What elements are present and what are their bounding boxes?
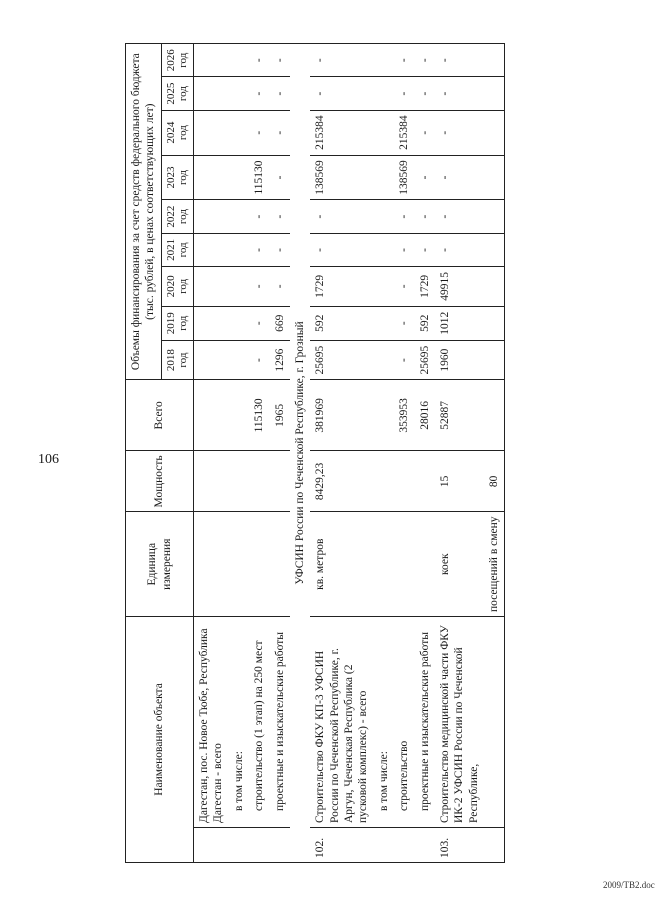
year-value-cell	[374, 340, 394, 380]
capacity-cell	[374, 451, 394, 512]
unit-cell: коек	[435, 512, 484, 617]
year-value-cell: -	[270, 110, 290, 155]
object-name: строительство (1 этап) на 250 мест	[249, 617, 269, 828]
year-value-cell: 592	[310, 306, 374, 340]
row-number	[415, 828, 435, 863]
table-body	[194, 44, 505, 863]
year-value-cell: -	[249, 44, 269, 77]
year-value-cell: -	[249, 233, 269, 266]
capacity-cell	[194, 451, 229, 512]
year-value-cell: -	[249, 110, 269, 155]
header-year: 2026 год	[161, 44, 193, 77]
header-total: Всего	[126, 380, 194, 451]
year-value-cell: 215384	[394, 110, 414, 155]
header-year: 2022 год	[161, 200, 193, 233]
object-name: в том числе:	[374, 617, 394, 828]
year-value-cell	[374, 233, 394, 266]
year-value-cell: -	[435, 77, 484, 110]
year-value-cell: -	[394, 233, 414, 266]
capacity-cell	[229, 451, 249, 512]
capacity-cell: 8429,23	[310, 451, 374, 512]
row-number	[229, 828, 249, 863]
year-value-cell: 138569	[394, 155, 414, 200]
year-value-cell	[229, 155, 249, 200]
capacity-cell: 15	[435, 451, 484, 512]
year-value-cell: -	[435, 233, 484, 266]
year-value-cell	[374, 267, 394, 307]
year-value-cell: -	[394, 77, 414, 110]
year-value-cell: 215384	[310, 110, 374, 155]
table-row	[374, 44, 394, 863]
year-value-cell	[374, 44, 394, 77]
year-value-cell: -	[310, 44, 374, 77]
capacity-cell	[249, 451, 269, 512]
unit-cell: кв. метров	[310, 512, 374, 617]
table-row	[194, 44, 229, 863]
year-value-cell: -	[270, 44, 290, 77]
capacity-cell	[415, 451, 435, 512]
year-value-cell: -	[249, 340, 269, 380]
header-year: 2018 год	[161, 340, 193, 380]
year-value-cell	[194, 110, 229, 155]
header-year: 2020 год	[161, 267, 193, 307]
year-value-cell	[229, 267, 249, 307]
year-value-cell	[194, 306, 229, 340]
unit-cell	[270, 512, 290, 617]
year-value-cell: -	[435, 44, 484, 77]
year-value-cell: -	[394, 306, 414, 340]
year-value-cell: -	[415, 155, 435, 200]
year-value-cell: 1729	[310, 267, 374, 307]
total-cell: 52887	[435, 380, 484, 451]
capacity-cell: 80	[484, 451, 505, 512]
object-name: в том числе:	[229, 617, 249, 828]
total-cell: 1965	[270, 380, 290, 451]
header-capacity: Мощность	[126, 451, 194, 512]
year-value-cell: -	[270, 77, 290, 110]
total-cell: 28016	[415, 380, 435, 451]
total-cell	[374, 380, 394, 451]
unit-cell	[249, 512, 269, 617]
section-row	[290, 44, 310, 863]
year-value-cell	[194, 44, 229, 77]
year-value-cell: -	[415, 233, 435, 266]
year-value-cell: -	[435, 200, 484, 233]
unit-cell	[374, 512, 394, 617]
year-value-cell: -	[415, 200, 435, 233]
year-value-cell	[374, 77, 394, 110]
year-value-cell: -	[415, 44, 435, 77]
year-value-cell	[194, 77, 229, 110]
table-row	[484, 44, 505, 863]
unit-cell	[415, 512, 435, 617]
row-number	[270, 828, 290, 863]
year-value-cell	[484, 110, 505, 155]
footer-filename: 2009/TB2.doc	[603, 880, 655, 890]
header-funding: Объемы финансирования за счет средств федерального бюджета (тыс. рублей, в ценах соответствующих лет)	[126, 44, 162, 380]
section-title: УФСИН России по Чеченской Республике, г. Грозный	[290, 44, 310, 863]
year-value-cell	[194, 267, 229, 307]
table-row	[435, 44, 484, 863]
year-value-cell: -	[270, 267, 290, 307]
row-number: 102.	[310, 828, 374, 863]
total-cell: 353953	[394, 380, 414, 451]
year-value-cell: -	[415, 77, 435, 110]
year-value-cell: -	[249, 77, 269, 110]
year-value-cell: -	[310, 77, 374, 110]
year-value-cell	[229, 306, 249, 340]
header-year: 2025 год	[161, 77, 193, 110]
table-row	[270, 44, 290, 863]
page-number: 106	[38, 452, 59, 467]
year-value-cell: 49915	[435, 267, 484, 307]
unit-cell	[229, 512, 249, 617]
year-value-cell: -	[270, 233, 290, 266]
header-year: 2023 год	[161, 155, 193, 200]
year-value-cell: -	[394, 340, 414, 380]
table-row	[229, 44, 249, 863]
capacity-cell	[394, 451, 414, 512]
year-value-cell	[229, 44, 249, 77]
table-row	[310, 44, 374, 863]
year-value-cell	[194, 200, 229, 233]
object-name: проектные и изыскательские работы	[270, 617, 290, 828]
year-value-cell: 592	[415, 306, 435, 340]
object-name: Строительство медицинской части ФКУ ИК-2 УФСИН России по Чеченской Республике,	[435, 617, 484, 828]
year-value-cell: 115130	[249, 155, 269, 200]
year-value-cell: -	[415, 110, 435, 155]
year-value-cell	[229, 110, 249, 155]
row-number	[194, 828, 229, 863]
object-name: Строительство ФКУ КП-3 УФСИН России по Чеченской Республике, г. Аргун, Чеченская Республика (2 пусковой комплекс) - всего	[310, 617, 374, 828]
year-value-cell: -	[270, 200, 290, 233]
header-year: 2024 год	[161, 110, 193, 155]
year-value-cell: -	[435, 155, 484, 200]
object-name: строительство	[394, 617, 414, 828]
funding-table	[125, 43, 505, 863]
row-number	[484, 828, 505, 863]
year-value-cell	[229, 77, 249, 110]
year-value-cell: -	[249, 267, 269, 307]
year-value-cell: -	[394, 267, 414, 307]
row-number: 103.	[435, 828, 484, 863]
year-value-cell	[484, 200, 505, 233]
year-value-cell	[374, 110, 394, 155]
unit-cell: посещений в смену	[484, 512, 505, 617]
year-value-cell	[484, 155, 505, 200]
total-cell	[194, 380, 229, 451]
year-value-cell	[484, 306, 505, 340]
year-value-cell	[484, 267, 505, 307]
row-number	[394, 828, 414, 863]
year-value-cell: 25695	[415, 340, 435, 380]
year-value-cell	[484, 44, 505, 77]
total-cell: 381969	[310, 380, 374, 451]
rotated-table-container	[125, 43, 615, 863]
year-value-cell	[374, 155, 394, 200]
year-value-cell	[374, 306, 394, 340]
row-number	[374, 828, 394, 863]
total-cell	[229, 380, 249, 451]
object-name	[484, 617, 505, 828]
table-row	[249, 44, 269, 863]
year-value-cell	[229, 340, 249, 380]
total-cell: 115130	[249, 380, 269, 451]
year-value-cell	[484, 340, 505, 380]
row-number	[249, 828, 269, 863]
header-unit: Единица измерения	[126, 512, 194, 617]
year-value-cell: -	[310, 233, 374, 266]
year-value-cell: -	[394, 200, 414, 233]
year-value-cell: 669	[270, 306, 290, 340]
year-value-cell	[229, 233, 249, 266]
year-value-cell: 1960	[435, 340, 484, 380]
year-value-cell: -	[249, 306, 269, 340]
year-value-cell	[194, 155, 229, 200]
year-value-cell	[229, 200, 249, 233]
total-cell	[484, 380, 505, 451]
year-value-cell: -	[435, 110, 484, 155]
header-year: 2021 год	[161, 233, 193, 266]
year-value-cell	[194, 233, 229, 266]
header-name: Наименование объекта	[126, 617, 194, 863]
unit-cell	[394, 512, 414, 617]
year-value-cell	[484, 233, 505, 266]
year-value-cell: 1012	[435, 306, 484, 340]
year-value-cell	[484, 77, 505, 110]
year-value-cell: 1296	[270, 340, 290, 380]
year-value-cell: -	[249, 200, 269, 233]
year-value-cell: -	[270, 155, 290, 200]
year-value-cell: -	[310, 200, 374, 233]
year-value-cell	[374, 200, 394, 233]
header-year: 2019 год	[161, 306, 193, 340]
year-value-cell: 25695	[310, 340, 374, 380]
year-value-cell	[194, 340, 229, 380]
year-value-cell: -	[394, 44, 414, 77]
year-value-cell: 1729	[415, 267, 435, 307]
capacity-cell	[270, 451, 290, 512]
year-value-cell: 138569	[310, 155, 374, 200]
object-name: проектные и изыскательские работы	[415, 617, 435, 828]
unit-cell	[194, 512, 229, 617]
object-name: Дагестан, пос. Новое Тюбе, Республика Дагестан - всего	[194, 617, 229, 828]
table-row	[394, 44, 414, 863]
table-row	[415, 44, 435, 863]
